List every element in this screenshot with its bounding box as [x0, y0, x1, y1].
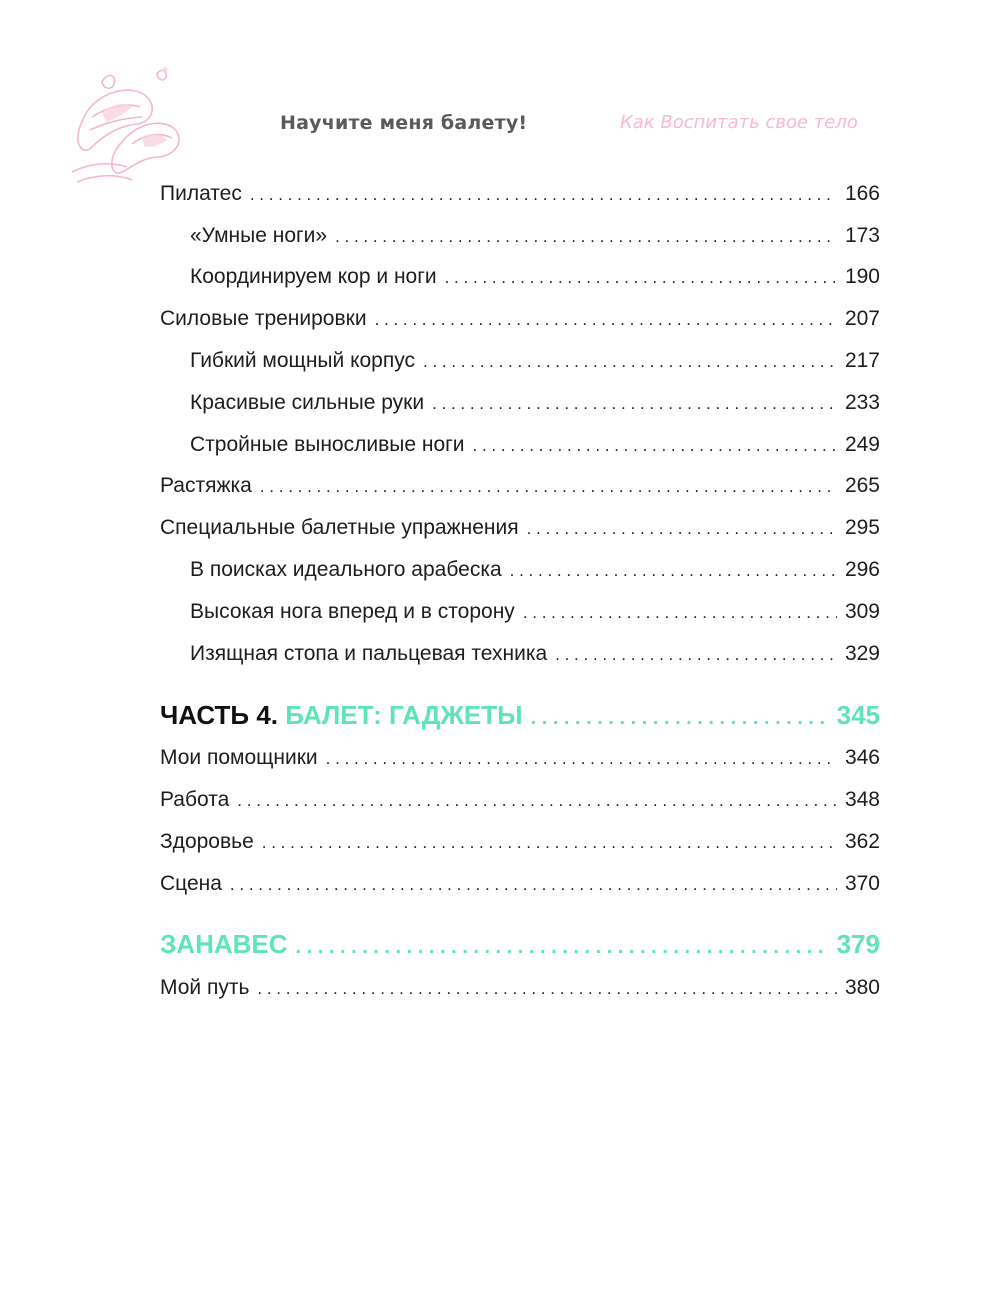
- toc-entry-page: 265: [844, 474, 880, 497]
- toc-leader-dots: [262, 828, 837, 858]
- toc-leader-dots: [230, 870, 837, 900]
- toc-leader-dots: [523, 598, 837, 628]
- toc-entry-label: «Умные ноги»: [190, 224, 328, 247]
- toc-entry[interactable]: [190, 346, 880, 376]
- toc-entry-label: Здоровье: [160, 830, 254, 853]
- toc-entry[interactable]: [190, 430, 880, 460]
- book-title: Научите меня балету!: [280, 112, 528, 134]
- toc-entry[interactable]: [190, 388, 880, 418]
- toc-entry-page: 190: [844, 265, 880, 288]
- toc-leader-dots: [555, 640, 837, 670]
- toc-entry-page: 207: [844, 307, 880, 330]
- ballet-shoes-icon: [62, 62, 192, 190]
- toc-entry[interactable]: [190, 639, 880, 669]
- toc-entry-label: Координируем кор и ноги: [190, 265, 437, 288]
- toc-part-title: [160, 697, 523, 733]
- toc-part-heading[interactable]: [160, 697, 880, 733]
- toc-entry-label: Мои помощники: [160, 746, 318, 769]
- toc-leader-dots: [432, 389, 837, 419]
- toc-entry-label: Изящная стопа и пальцевая техника: [190, 642, 548, 665]
- toc-entry-label: Красивые сильные руки: [190, 391, 425, 414]
- toc-leader-dots: [510, 556, 837, 586]
- toc-entry-label: Стройные выносливые ноги: [190, 433, 465, 456]
- toc-entry-label: Пилатес: [160, 182, 242, 205]
- toc-entry-page: 348: [844, 788, 880, 811]
- toc-leader-dots: [326, 744, 837, 774]
- toc-entry-page: 362: [844, 830, 880, 853]
- section-subtitle: Как Воспитать свое тело: [620, 112, 858, 133]
- toc-entry-label: Растяжка: [160, 474, 252, 497]
- toc-part-page: 345: [836, 700, 880, 730]
- toc-entry-label: Силовые тренировки: [160, 307, 367, 330]
- toc-part-page: 379: [836, 929, 880, 959]
- toc-entry-page: 309: [844, 600, 880, 623]
- toc-entry-page: 295: [844, 516, 880, 539]
- toc-entry-label: Работа: [160, 788, 230, 811]
- toc-entry-page: 166: [844, 182, 880, 205]
- toc-leader-dots: [375, 305, 837, 335]
- toc-entry-page: 346: [844, 746, 880, 769]
- toc-entry[interactable]: [160, 785, 880, 815]
- toc-leader-dots: [445, 263, 837, 293]
- toc-entry[interactable]: [160, 743, 880, 773]
- toc-entry[interactable]: [190, 555, 880, 585]
- toc-leader-dots: [260, 472, 837, 502]
- toc-entry[interactable]: [190, 221, 880, 251]
- toc-entry[interactable]: [160, 869, 880, 899]
- toc-entry-label: Сцена: [160, 872, 222, 895]
- toc-leader-dots: [250, 180, 837, 210]
- part-name: БАЛЕТ: ГАДЖЕТЫ: [285, 700, 523, 730]
- toc-leader-dots: [296, 929, 829, 965]
- toc-entry[interactable]: [190, 597, 880, 627]
- toc-entry-label: В поисках идеального арабеска: [190, 558, 502, 581]
- toc-entry[interactable]: [160, 304, 880, 334]
- toc-entry[interactable]: [160, 973, 880, 1003]
- toc-entry-label: Высокая нога вперед и в сторону: [190, 600, 515, 623]
- toc-leader-dots: [423, 347, 837, 377]
- toc-part-title: ЗАНАВЕС: [160, 929, 288, 959]
- toc-leader-dots: [257, 974, 837, 1004]
- toc-entry-label: Гибкий мощный корпус: [190, 349, 416, 372]
- part-number: ЧАСТЬ 4.: [160, 700, 279, 730]
- toc-entry-page: 173: [844, 224, 880, 247]
- toc-leader-dots: [527, 514, 837, 544]
- toc-part-heading[interactable]: [160, 926, 880, 962]
- toc-entry-page: 249: [844, 433, 880, 456]
- toc-leader-dots: [531, 700, 829, 736]
- toc-leader-dots: [237, 786, 837, 816]
- toc-entry-page: 217: [844, 349, 880, 372]
- toc-entry-page: 329: [844, 642, 880, 665]
- toc-entry-page: 370: [844, 872, 880, 895]
- toc-entry[interactable]: [160, 179, 880, 209]
- toc-entry[interactable]: [160, 827, 880, 857]
- toc-entry-page: 296: [844, 558, 880, 581]
- toc-entry-label: Мой путь: [160, 976, 250, 999]
- toc-entry-page: 380: [844, 976, 880, 999]
- toc-leader-dots: [335, 222, 837, 252]
- toc-entry-page: 233: [844, 391, 880, 414]
- toc-entry[interactable]: [190, 262, 880, 292]
- toc-entry[interactable]: [160, 513, 880, 543]
- toc-leader-dots: [473, 431, 837, 461]
- toc-entry[interactable]: [160, 471, 880, 501]
- toc-entry-label: Специальные балетные упражнения: [160, 516, 519, 539]
